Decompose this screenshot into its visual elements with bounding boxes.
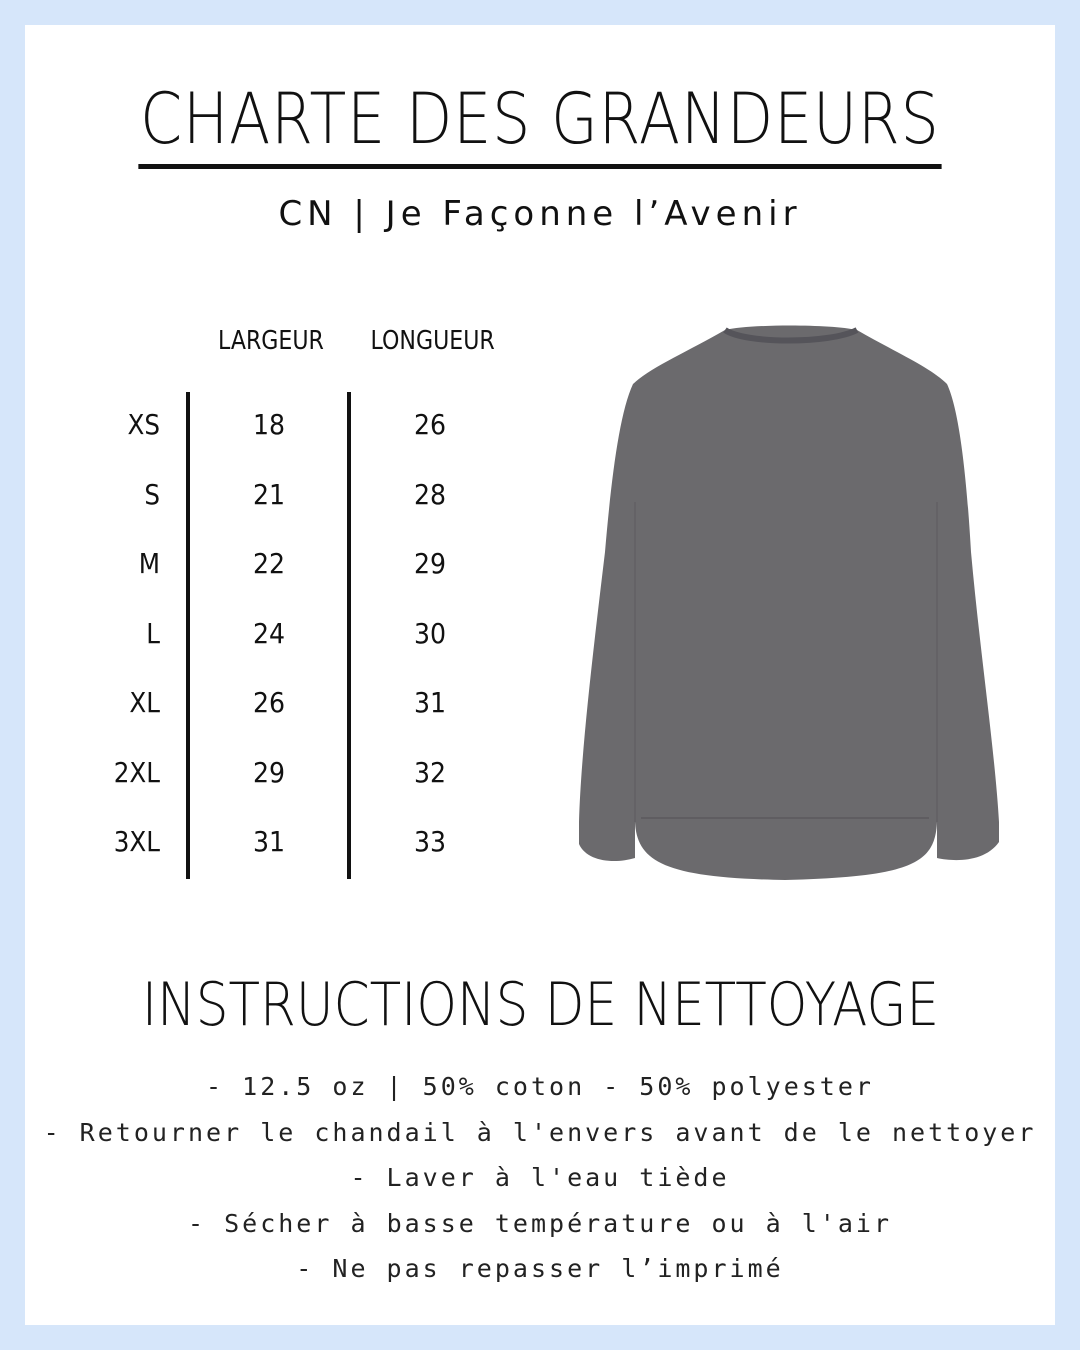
- sweater-image: [575, 322, 1005, 892]
- largeur-cell: 22: [252, 547, 286, 580]
- size-label: S: [144, 478, 160, 511]
- longueur-cell: 28: [413, 478, 447, 511]
- longueur-cell: 33: [413, 825, 447, 858]
- longueur-cell: 26: [413, 408, 447, 441]
- size-label: L: [146, 617, 160, 650]
- size-label: XL: [129, 686, 160, 719]
- instruction-line: - Laver à l'eau tiède: [350, 1163, 730, 1192]
- instruction-line: - Sécher à basse température ou à l'air: [188, 1209, 892, 1238]
- longueur-cell: 29: [413, 547, 447, 580]
- largeur-cell: 21: [252, 478, 286, 511]
- column-divider-2: [347, 392, 351, 879]
- instruction-line: - 12.5 oz | 50% coton - 50% polyester: [206, 1072, 874, 1101]
- subtitle: CN | Je Façonne l’Avenir: [278, 194, 802, 234]
- largeur-cell: 24: [252, 617, 286, 650]
- longueur-cell: 31: [413, 686, 447, 719]
- largeur-cell: 31: [252, 825, 286, 858]
- size-label: M: [138, 547, 160, 580]
- instruction-line: - Retourner le chandail à l'envers avant de le nettoyer: [43, 1118, 1037, 1147]
- size-label: 3XL: [113, 825, 160, 858]
- title-text: CHARTE DES GRANDEURS: [138, 78, 941, 169]
- size-label: 2XL: [113, 756, 160, 789]
- longueur-cell: 32: [413, 756, 447, 789]
- largeur-cell: 18: [252, 408, 286, 441]
- page-title: [0, 78, 1080, 169]
- instruction-line: - Ne pas repasser l’imprimé: [296, 1254, 784, 1283]
- instructions-heading: INSTRUCTIONS DE NETTOYAGE: [141, 970, 939, 1040]
- column-divider-1: [186, 392, 190, 879]
- column-header-longueur: LONGUEUR: [370, 326, 495, 356]
- column-header-largeur: LARGEUR: [218, 326, 324, 356]
- longueur-cell: 30: [413, 617, 447, 650]
- largeur-cell: 26: [252, 686, 286, 719]
- size-label: XS: [127, 408, 160, 441]
- largeur-cell: 29: [252, 756, 286, 789]
